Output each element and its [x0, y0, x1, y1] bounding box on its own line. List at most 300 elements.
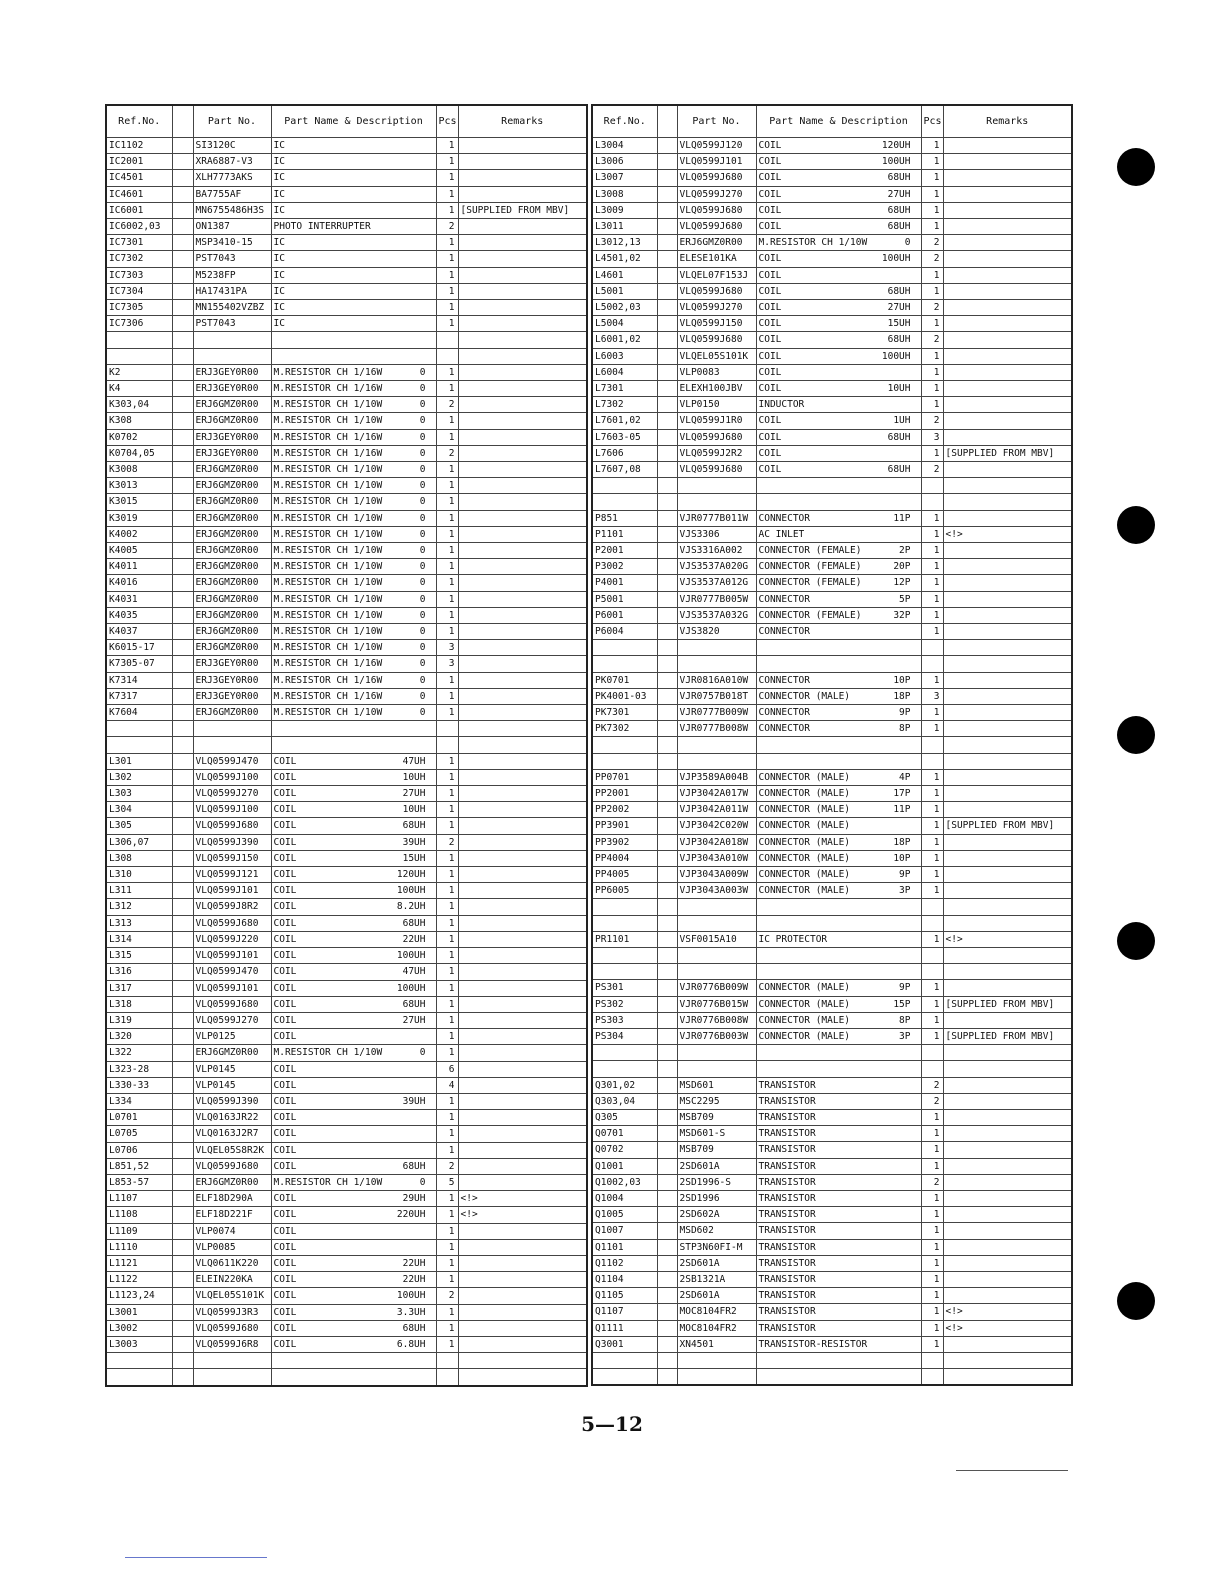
cell-pcs: 1 [921, 543, 943, 559]
cell-remarks [458, 769, 587, 785]
cell-pcs: 1 [436, 624, 458, 640]
cell-remarks [943, 980, 1072, 996]
cell-blank [657, 559, 677, 575]
cell-description [271, 818, 436, 834]
table-row [592, 332, 1072, 348]
cell-remarks [943, 462, 1072, 478]
footer-link-rule [125, 1557, 267, 1558]
table-row [106, 607, 587, 623]
table-row [592, 1158, 1072, 1174]
description-value: 0 [419, 593, 426, 605]
table-row [592, 688, 1072, 704]
cell-ref-no: L1107 [106, 1191, 172, 1207]
cell-description [756, 915, 921, 931]
cell-pcs: 1 [921, 186, 943, 202]
description-wrap [274, 430, 434, 445]
cell-part-no [677, 1045, 756, 1061]
footer-rule [956, 1470, 1068, 1471]
cell-remarks [458, 1223, 587, 1239]
description-name: CONNECTOR (MALE) [758, 998, 851, 1010]
description-wrap [274, 543, 434, 558]
description-wrap [274, 527, 434, 542]
cell-blank [172, 543, 193, 559]
table-row [592, 219, 1072, 235]
table-row [592, 996, 1072, 1012]
description-wrap [274, 381, 434, 396]
col-remarks: Remarks [458, 105, 587, 138]
cell-description [756, 1174, 921, 1190]
cell-remarks [458, 818, 587, 834]
cell-ref-no: L315 [106, 948, 172, 964]
cell-description [756, 235, 921, 251]
cell-remarks [943, 721, 1072, 737]
description-name: TRANSISTOR [758, 1290, 816, 1302]
cell-pcs: 1 [921, 624, 943, 640]
description-value: 0 [419, 415, 426, 427]
cell-blank [172, 381, 193, 397]
cell-part-no: VLQ0599J680 [677, 283, 756, 299]
cell-ref-no: L0705 [106, 1126, 172, 1142]
description-name: COIL [273, 1160, 297, 1172]
cell-blank [172, 1304, 193, 1320]
cell-ref-no: PS303 [592, 1012, 657, 1028]
description-value: 0 [904, 237, 911, 249]
cell-description [271, 364, 436, 380]
cell-remarks [458, 1029, 587, 1045]
cell-ref-no: Q1002,03 [592, 1174, 657, 1190]
description-name: COIL [273, 1144, 297, 1156]
table-row [592, 559, 1072, 575]
description-name: COIL [273, 788, 297, 800]
table-row [592, 138, 1072, 154]
cell-part-no: ERJ6GMZ0R00 [193, 705, 271, 721]
cell-part-no: VJP3042C020W [677, 818, 756, 834]
cell-description [271, 964, 436, 980]
description-name: IC [273, 172, 285, 184]
description-name: IC [273, 302, 285, 314]
cell-description [756, 494, 921, 510]
description-value: 6.8UH [396, 1338, 426, 1350]
table-row [592, 267, 1072, 283]
description-wrap [274, 883, 434, 898]
table-row [592, 850, 1072, 866]
description-wrap [274, 494, 434, 509]
cell-pcs: 1 [436, 300, 458, 316]
table-row [592, 672, 1072, 688]
cell-description [271, 705, 436, 721]
cell-ref-no: L851,52 [106, 1158, 172, 1174]
cell-ref-no: L3004 [592, 138, 657, 154]
cell-ref-no: P3002 [592, 559, 657, 575]
cell-ref-no: L317 [106, 980, 172, 996]
cell-part-no: XN4501 [677, 1336, 756, 1352]
cell-ref-no: IC6001 [106, 202, 172, 218]
cell-blank [172, 1207, 193, 1223]
cell-pcs: 1 [921, 364, 943, 380]
cell-description [756, 607, 921, 623]
description-wrap [274, 413, 434, 428]
cell-pcs: 1 [436, 235, 458, 251]
cell-pcs: 2 [436, 1288, 458, 1304]
table-row [106, 462, 587, 478]
description-value: 68UH [402, 1322, 426, 1334]
cell-ref-no [592, 494, 657, 510]
cell-ref-no: L304 [106, 802, 172, 818]
table-row [592, 494, 1072, 510]
description-name: COIL [273, 755, 297, 767]
cell-remarks [458, 1142, 587, 1158]
cell-description [756, 219, 921, 235]
cell-part-no: MSB709 [677, 1142, 756, 1158]
description-name: COIL [758, 221, 782, 233]
cell-blank [172, 429, 193, 445]
description-wrap [759, 1175, 919, 1190]
description-wrap [759, 316, 919, 331]
cell-remarks [943, 251, 1072, 267]
cell-blank [172, 591, 193, 607]
table-row [106, 883, 587, 899]
cell-description [756, 1126, 921, 1142]
cell-part-no [677, 948, 756, 964]
cell-remarks [943, 640, 1072, 656]
cell-part-no [677, 1061, 756, 1077]
cell-pcs: 2 [921, 235, 943, 251]
cell-part-no [677, 656, 756, 672]
table-row [106, 1110, 587, 1126]
cell-description [756, 948, 921, 964]
cell-remarks: <!> [943, 1304, 1072, 1320]
table-row [592, 381, 1072, 397]
cell-description [756, 1045, 921, 1061]
table-row [106, 267, 587, 283]
cell-remarks [943, 543, 1072, 559]
cell-part-no: VJP3042A018W [677, 834, 756, 850]
description-name: IC [273, 140, 285, 151]
table-row [592, 575, 1072, 591]
cell-ref-no: PK7301 [592, 705, 657, 721]
cell-part-no: VLQ0599J220 [193, 931, 271, 947]
cell-pcs: 2 [436, 1158, 458, 1174]
cell-remarks [458, 931, 587, 947]
cell-ref-no: P4001 [592, 575, 657, 591]
cell-description [756, 786, 921, 802]
cell-description [271, 1158, 436, 1174]
description-wrap [274, 300, 434, 315]
cell-remarks [943, 688, 1072, 704]
description-value: 22UH [402, 1274, 426, 1286]
table-row [592, 1142, 1072, 1158]
description-wrap [759, 268, 919, 283]
cell-description [271, 1239, 436, 1255]
cell-blank [172, 721, 193, 737]
cell-remarks [943, 802, 1072, 818]
cell-pcs: 1 [921, 1223, 943, 1239]
cell-part-no: MOC8104FR2 [677, 1320, 756, 1336]
cell-ref-no: L323-28 [106, 1061, 172, 1077]
cell-blank [172, 154, 193, 170]
cell-part-no: VJR0776B003W [677, 1029, 756, 1045]
description-name: M.RESISTOR CH 1/10W [273, 561, 383, 573]
cell-remarks [458, 1093, 587, 1109]
cell-description [271, 575, 436, 591]
description-wrap [759, 624, 919, 639]
cell-blank [172, 1369, 193, 1386]
table-row [592, 235, 1072, 251]
description-wrap [759, 511, 919, 526]
cell-remarks [458, 1158, 587, 1174]
table-row [106, 802, 587, 818]
table-row [106, 413, 587, 429]
cell-blank [172, 899, 193, 915]
cell-remarks [458, 219, 587, 235]
cell-remarks [943, 348, 1072, 364]
description-name: COIL [758, 366, 782, 378]
cell-remarks [943, 413, 1072, 429]
description-wrap [759, 235, 919, 250]
description-name: TRANSISTOR [758, 1257, 816, 1269]
description-value: 8P [899, 723, 911, 735]
table-row [592, 300, 1072, 316]
cell-part-no: VLQEL05S8R2K [193, 1142, 271, 1158]
col-pcs: Pcs [921, 105, 943, 138]
description-value: 22UH [402, 1257, 426, 1269]
cell-part-no [677, 478, 756, 494]
cell-pcs: 1 [921, 996, 943, 1012]
cell-description [756, 445, 921, 461]
cell-ref-no [592, 753, 657, 769]
cell-blank [657, 802, 677, 818]
description-name: CONNECTOR (MALE) [758, 982, 851, 994]
cell-part-no: VLQ0599J100 [193, 802, 271, 818]
cell-pcs: 1 [436, 980, 458, 996]
cell-ref-no: L1122 [106, 1272, 172, 1288]
description-wrap [274, 997, 434, 1012]
cell-blank [657, 462, 677, 478]
cell-remarks [458, 1288, 587, 1304]
description-value: 2P [899, 545, 911, 557]
description-wrap [759, 608, 919, 623]
cell-blank [657, 494, 677, 510]
description-wrap [759, 349, 919, 364]
cell-part-no: VJP3042A017W [677, 786, 756, 802]
description-wrap [759, 1191, 919, 1206]
cell-blank [657, 931, 677, 947]
cell-pcs: 1 [436, 494, 458, 510]
cell-blank [657, 1174, 677, 1190]
cell-part-no: BA7755AF [193, 186, 271, 202]
cell-blank [172, 1223, 193, 1239]
binder-hole-3 [1117, 716, 1155, 754]
cell-pcs: 1 [436, 154, 458, 170]
cell-pcs: 1 [436, 1110, 458, 1126]
cell-part-no: 2SD1996 [677, 1191, 756, 1207]
cell-remarks [943, 1077, 1072, 1093]
cell-pcs: 1 [436, 1093, 458, 1109]
table-row [106, 575, 587, 591]
cell-ref-no: K7317 [106, 688, 172, 704]
cell-ref-no: IC4601 [106, 186, 172, 202]
cell-ref-no: IC7305 [106, 300, 172, 316]
cell-part-no: VLQ0163JR22 [193, 1110, 271, 1126]
description-wrap [274, 1062, 434, 1077]
cell-blank [172, 834, 193, 850]
description-name: M.RESISTOR CH 1/10W [273, 707, 383, 719]
cell-blank [657, 705, 677, 721]
cell-pcs: 1 [436, 1029, 458, 1045]
table-row [106, 737, 587, 753]
cell-part-no: MN155402VZBZ [193, 300, 271, 316]
description-value [426, 316, 434, 331]
cell-description [756, 818, 921, 834]
cell-pcs: 1 [921, 931, 943, 947]
description-wrap [274, 1045, 434, 1060]
cell-blank [172, 1191, 193, 1207]
cell-ref-no: L4601 [592, 267, 657, 283]
cell-description [271, 413, 436, 429]
cell-part-no: VLQ0599J101 [193, 980, 271, 996]
cell-description [271, 1272, 436, 1288]
cell-description [271, 154, 436, 170]
cell-description [756, 138, 921, 154]
table-row [106, 235, 587, 251]
description-wrap [274, 1272, 434, 1287]
cell-ref-no: L314 [106, 931, 172, 947]
description-name: COIL [273, 966, 297, 978]
cell-pcs: 2 [436, 219, 458, 235]
cell-ref-no: PK7302 [592, 721, 657, 737]
cell-part-no: VJS3537A032G [677, 607, 756, 623]
cell-remarks [943, 300, 1072, 316]
description-value: 0 [419, 674, 426, 686]
cell-part-no: VLQ0599J680 [677, 170, 756, 186]
cell-blank [657, 753, 677, 769]
description-name: CONNECTOR [758, 626, 810, 638]
table-row [592, 1207, 1072, 1223]
cell-pcs: 1 [921, 883, 943, 899]
cell-blank [657, 737, 677, 753]
description-wrap [759, 883, 919, 898]
cell-part-no: VJS3537A020G [677, 559, 756, 575]
cell-ref-no: L334 [106, 1093, 172, 1109]
cell-description [756, 462, 921, 478]
description-name: COIL [273, 917, 297, 929]
cell-part-no: VLQ0599J3R3 [193, 1304, 271, 1320]
cell-pcs: 1 [436, 948, 458, 964]
cell-pcs [436, 1353, 458, 1369]
cell-blank [172, 1110, 193, 1126]
description-name: CONNECTOR (MALE) [758, 1014, 851, 1026]
cell-description [756, 1223, 921, 1239]
cell-part-no: VJS3306 [677, 526, 756, 542]
cell-description [756, 559, 921, 575]
table-row [592, 364, 1072, 380]
cell-remarks [943, 769, 1072, 785]
cell-ref-no: L306,07 [106, 834, 172, 850]
description-wrap [759, 1142, 919, 1157]
cell-blank [172, 364, 193, 380]
table-row [592, 429, 1072, 445]
cell-ref-no: L0706 [106, 1142, 172, 1158]
cell-blank [657, 364, 677, 380]
cell-description [756, 931, 921, 947]
description-name: COIL [273, 869, 297, 881]
description-value [911, 1272, 919, 1287]
cell-pcs: 1 [436, 1142, 458, 1158]
description-value: 0 [419, 577, 426, 589]
cell-blank [657, 672, 677, 688]
cell-ref-no [592, 478, 657, 494]
cell-remarks [943, 316, 1072, 332]
cell-description [756, 1077, 921, 1093]
description-name: M.RESISTOR CH 1/10W [273, 577, 383, 589]
description-wrap [759, 187, 919, 202]
cell-ref-no: L1109 [106, 1223, 172, 1239]
cell-part-no: VJS3316A002 [677, 543, 756, 559]
description-value: 10UH [402, 771, 426, 783]
parts-table-left-body [106, 138, 587, 1386]
parts-table-left [105, 104, 588, 1387]
table-row [592, 1320, 1072, 1336]
cell-description [756, 364, 921, 380]
cell-part-no: M5238FP [193, 267, 271, 283]
cell-blank [657, 138, 677, 154]
description-wrap [274, 478, 434, 493]
table-row [106, 721, 587, 737]
description-wrap [759, 1304, 919, 1319]
cell-description [756, 170, 921, 186]
cell-pcs: 2 [436, 445, 458, 461]
description-value: 12P [893, 577, 911, 589]
cell-pcs: 1 [921, 1142, 943, 1158]
cell-description [756, 964, 921, 980]
cell-description [271, 1353, 436, 1369]
description-wrap [274, 608, 434, 623]
cell-description [271, 1012, 436, 1028]
cell-pcs: 1 [436, 283, 458, 299]
description-value [426, 300, 434, 315]
description-value [911, 1159, 919, 1174]
cell-remarks [943, 478, 1072, 494]
cell-part-no: ERJ6GMZ0R00 [193, 575, 271, 591]
cell-blank [172, 769, 193, 785]
cell-ref-no: K3008 [106, 462, 172, 478]
cell-pcs: 1 [921, 1207, 943, 1223]
description-name: COIL [758, 318, 782, 330]
table-row [592, 1272, 1072, 1288]
cell-ref-no: L5004 [592, 316, 657, 332]
description-wrap [274, 219, 434, 234]
table-row [106, 850, 587, 866]
cell-part-no [193, 737, 271, 753]
table-row [106, 769, 587, 785]
cell-part-no: VLQ0599J120 [677, 138, 756, 154]
cell-remarks [458, 786, 587, 802]
cell-ref-no: L313 [106, 915, 172, 931]
cell-ref-no: L1108 [106, 1207, 172, 1223]
cell-ref-no: Q1101 [592, 1239, 657, 1255]
cell-part-no [677, 899, 756, 915]
table-row [592, 640, 1072, 656]
cell-blank [657, 413, 677, 429]
description-name: COIL [273, 1322, 297, 1334]
cell-description [756, 1207, 921, 1223]
cell-blank [657, 154, 677, 170]
table-row [106, 429, 587, 445]
cell-ref-no: P5001 [592, 591, 657, 607]
table-row [592, 883, 1072, 899]
table-row [106, 283, 587, 299]
cell-description [271, 1304, 436, 1320]
